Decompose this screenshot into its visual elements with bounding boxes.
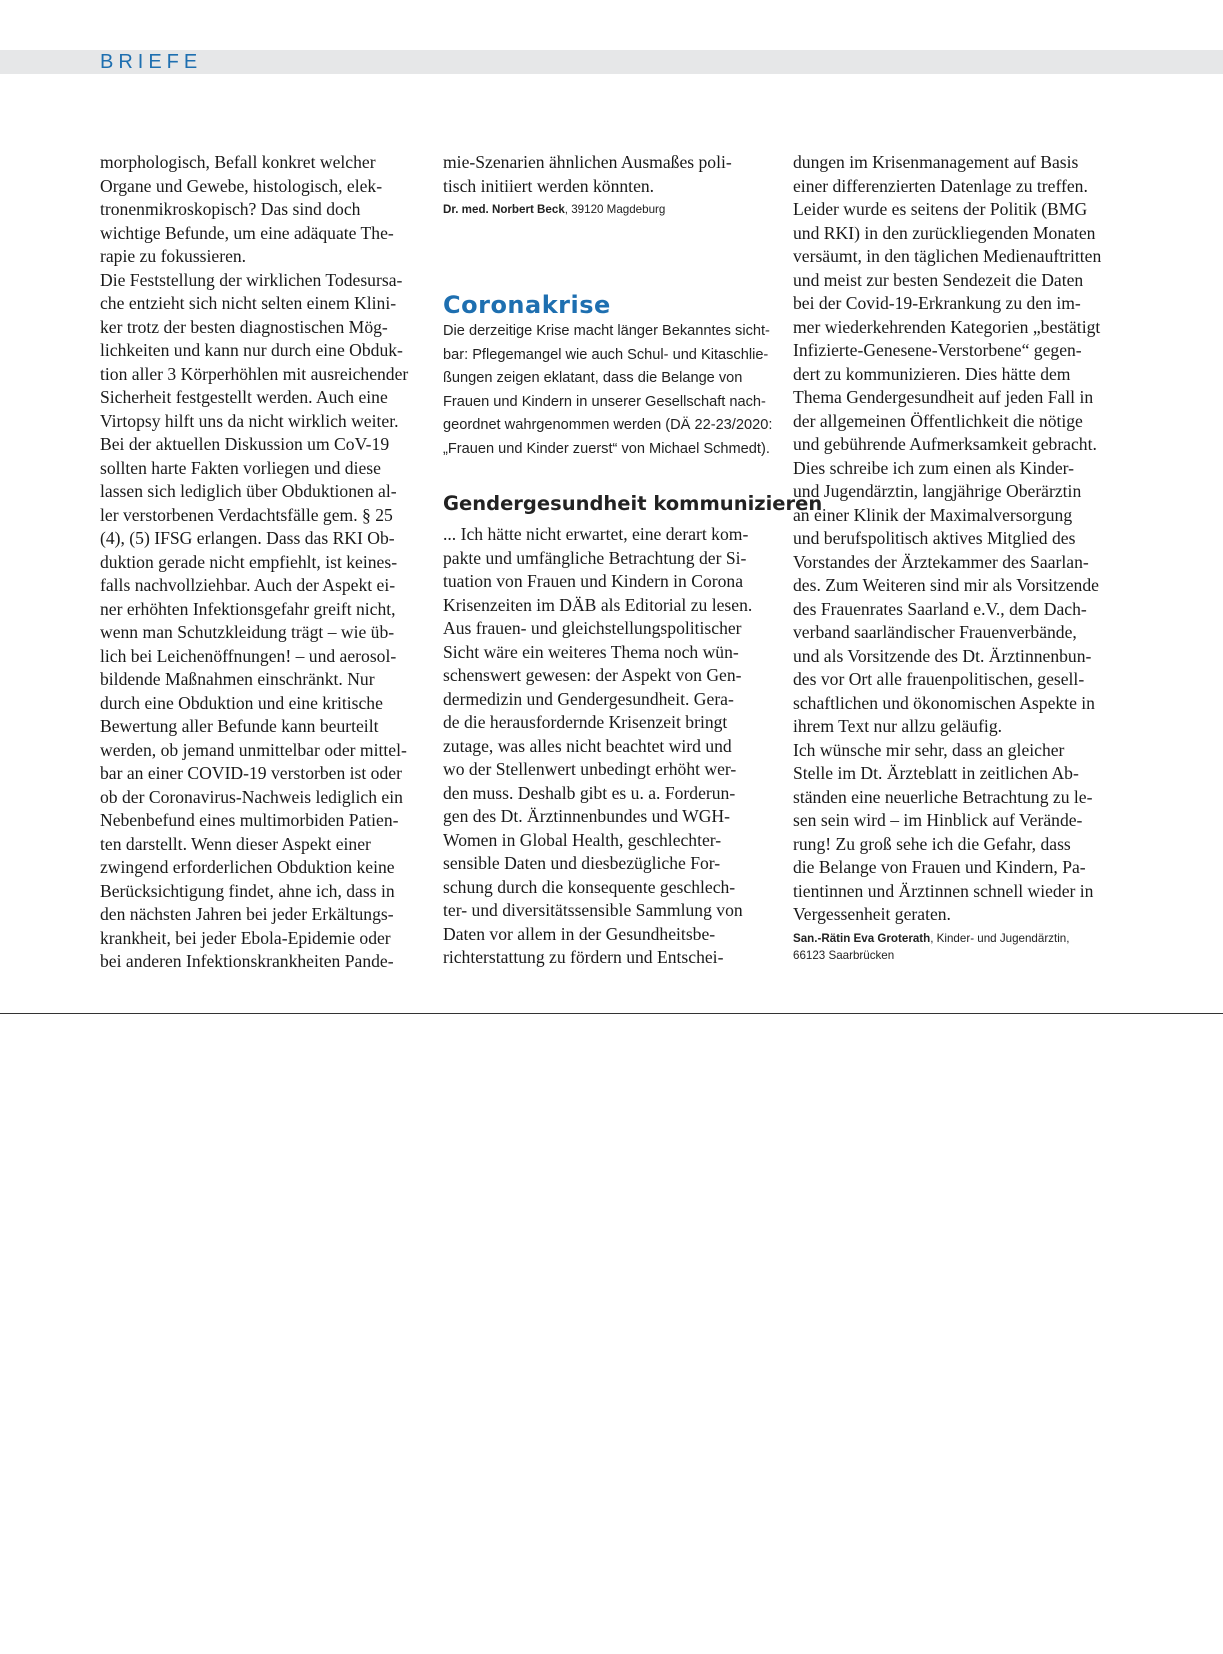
letter-heading: Coronakrise xyxy=(443,291,611,319)
signature-name: San.-Rätin Eva Groterath xyxy=(793,931,931,945)
letter-signature xyxy=(443,201,773,218)
letter-subheading: Gendergesundheit kommunizieren xyxy=(443,492,823,515)
letter-body-text: ... Ich hätte nicht erwartet, eine derart kom- pakte und umfängliche Betrachtung der Si- tuation von Frauen und Kindern in Corona Krisenzeiten im DÄB als Editorial zu lesen. Aus frauen- und gleichstellungspolitischer Sicht wäre ein weiteres Thema noch wün- schenswert gewesen: der Aspekt von Gen- dermedizin und Gendergesundheit. Gera- de die herausfordernde Krisenzeit bringt zutage, was alles nicht beachtet wird und wo der Stellenwert unbedingt erhöht wer- den muss. Deshalb gibt es u. a. Forderun- gen des Dt. Ärztinnenbundes und WGH- Women in Global Health, geschlechter- sensible Daten und diesbezügliche For- schung durch die konsequente geschlech- ter- und diversitätssensible Sammlung von Daten vor allem in der Gesundheitsbe- richterstattung zu fördern und Entschei- xyxy=(443,524,753,967)
letter-body-text: mie-Szenarien ähnlichen Ausmaßes poli- tisch initiiert werden könnten. xyxy=(443,152,732,196)
column-2 xyxy=(443,151,823,967)
signature-location: , 39120 Magdeburg xyxy=(564,203,666,216)
signature-name: Dr. med. Norbert Beck xyxy=(443,203,565,216)
letter-signature xyxy=(793,930,1133,964)
signature-location: , Kinder- und Jugendärztin, 66123 Saarbrücken xyxy=(793,931,1070,962)
letter-body-text: dungen im Krisenmanagement auf Basis einer differenzierten Datenlage zu treffen. Leider wurde es seitens der Politik (BMG und RKI) in den zurückliegenden Monaten versäumt, in den täglichen Medienauftritten und meist zur besten Sendezeit die Daten bei der Covid-19-Erkrankung zu den im- mer wiederkehrenden Kategorien „bestätigt Infizierte-Genesene-Verstorbene“ gegen- dert zu kommunizieren. Dies hätte dem Thema Gendergesundheit auf jeden Fall in der allgemeinen Öffentlichkeit die nötige und gebührende Aufmerksamkeit gebracht. Dies schreibe ich zum einen als Kinder- und Jugendärztin, langjährige Oberärztin an einer Klinik der Maximalversorgung und berufspolitisch aktives Mitglied des Vorstandes der Ärztekammer des Saarlan- des. Zum Weiteren sind mir als Vorsitzende des Frauenrates Saarland e.V., dem Dach- verband saarländischer Frauenverbände, und als Vorsitzende des Dt. Ärztinnenbun- des vor Ort alle frauenpolitischen, gesell- schaftlichen und ökonomischen Aspekte in ihrem Text nur allzu geläufig. Ich wünsche mir sehr, dass an gleicher Stelle im Dt. Ärzteblatt in zeitlichen Ab- ständen eine neuerliche Betrachtung zu le- sen sein wird – im Hinblick auf Verände- rung! Zu groß sehe ich die Gefahr, dass die Belange von Frauen und Kindern, Pa- tientinnen und Ärztinnen schnell wieder in Vergessenheit geraten. xyxy=(793,152,1102,924)
column-1 xyxy=(100,151,430,974)
letter-body-text: morphologisch, Befall konkret welcher Organe und Gewebe, histologisch, elek- tronenmikroskopisch? Das sind doch wichtige Befunde, um eine adäquate The- rapie zu fokussieren. Die Feststellung der wirklichen Todesursa- che entzieht sich nicht selten einem Klini- ker trotz der besten diagnostischen Mög- lichkeiten und kann nur durch eine Obduk- tion aller 3 Körperhöhlen mit ausreichender Sicherheit festgestellt werden. Auch eine Virtopsy hilft uns da nicht wirklich weiter. Bei der aktuellen Diskussion um CoV-19 sollten harte Fakten vorliegen und diese lassen sich lediglich über Obduktionen al- ler verstorbenen Verdachtsfälle gem. § 25 (4), (5) IFSG erlangen. Dass das RKI Ob- duktion gerade nicht empfiehlt, ist keines- falls nachvollziehbar. Auch der Aspekt ei- ner erhöhten Infektionsgefahr greift nicht, wenn man Schutzkleidung trägt – wie üb- lich bei Leichenöffnungen! – und aerosol- bildende Maßnahmen einschränkt. Nur durch eine Obduktion und eine kritische Bewertung aller Befunde kann beurteilt werden, ob jemand unmittelbar oder mittel- bar an einer COVID-19 verstorben ist oder ob der Coronavirus-Nachweis lediglich ein Nebenbefund eines multimorbiden Patien- ten darstellt. Wenn dieser Aspekt einer zwingend erforderlichen Obduktion keine Berücksichtigung findet, ahne ich, dass in den nächsten Jahren bei jeder Erkältungs- krankheit, bei jeder Ebola-Epidemie oder bei anderen Infektionskrankheiten Pande- xyxy=(100,152,409,971)
page-divider xyxy=(0,1013,1223,1014)
column-3 xyxy=(793,151,1133,964)
letter-teaser: Die derzeitige Krise macht länger Bekanntes sicht- bar: Pflegemangel wie auch Schul- und Kitaschlie- ßungen zeigen eklatant, dass die Belange von Frauen und Kindern in unserer Gesellschaft nach- geordnet wahrgenommen werden (DÄ 22-23/2020: „Frauen und Kinder zuerst“ von Michael Schmedt). xyxy=(443,323,773,457)
section-label: BRIEFE xyxy=(100,51,203,73)
